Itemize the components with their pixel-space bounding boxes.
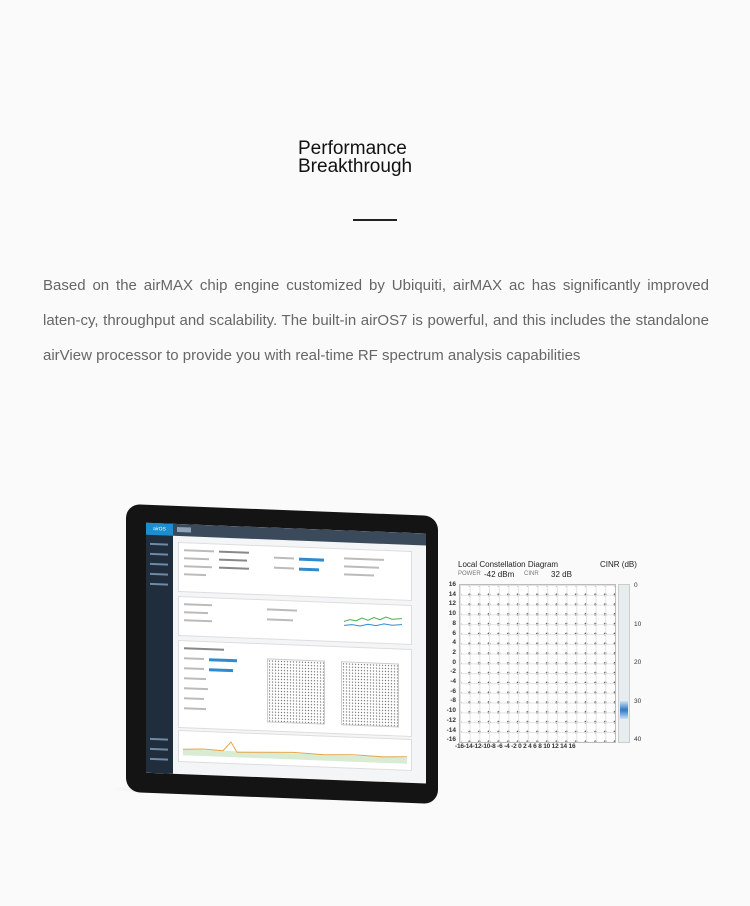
sidebar-nav-line bbox=[150, 543, 168, 546]
power-label: POWER bbox=[458, 571, 481, 577]
y-tick-label: 12 bbox=[448, 600, 456, 608]
constellation-title: Local Constellation Diagram bbox=[458, 560, 559, 569]
scale-tick-label: 20 bbox=[634, 659, 642, 666]
scale-tick-label: 40 bbox=[634, 736, 642, 743]
mini-constellation-left bbox=[267, 658, 325, 724]
constellation-diagram bbox=[448, 556, 648, 756]
section-title bbox=[298, 140, 412, 176]
y-tick-label: 16 bbox=[448, 581, 456, 588]
y-tick-label: 0 bbox=[452, 658, 456, 666]
y-tick-label: 2 bbox=[452, 648, 456, 656]
airos-logo: airOS bbox=[146, 523, 173, 536]
mini-constellation-right bbox=[341, 661, 399, 727]
tablet-device bbox=[126, 504, 438, 804]
y-tick-label: -8 bbox=[450, 697, 456, 705]
scale-tick-label: 0 bbox=[634, 582, 638, 589]
throughput-graph bbox=[344, 609, 402, 633]
product-illustration bbox=[110, 500, 650, 800]
cinr-scale-label: CINR (dB) bbox=[600, 560, 637, 569]
title-line-1: Performance bbox=[298, 138, 407, 159]
description-paragraph: Based on the airMAX chip engine customized by Ubiquiti, airMAX ac has significantly improved laten-cy, throughput and scalability. The built-in airOS7 is powerful, and this includes the standalone airView processor to provide you with real-time RF spectrum analysis capabilities bbox=[43, 277, 709, 364]
title-divider bbox=[353, 219, 397, 221]
y-tick-label: 4 bbox=[452, 639, 456, 647]
sidebar-nav-line bbox=[150, 758, 168, 761]
tablet-screen bbox=[146, 523, 426, 784]
spectrum-card bbox=[178, 730, 412, 771]
y-tick-label: -6 bbox=[450, 687, 456, 695]
y-tick-label: 8 bbox=[452, 619, 456, 627]
power-value: -42 dBm bbox=[484, 570, 515, 579]
y-tick-label: -4 bbox=[450, 678, 456, 685]
title-line-2: Breakthrough bbox=[298, 156, 413, 177]
y-tick-label: 10 bbox=[448, 610, 456, 618]
airos-sidebar bbox=[146, 523, 173, 774]
y-tick-label: -14 bbox=[446, 726, 456, 734]
y-tick-label: -10 bbox=[446, 707, 456, 715]
scale-tick-label: 30 bbox=[634, 697, 642, 705]
cinr-value: 32 dB bbox=[551, 570, 572, 579]
device-info-card bbox=[178, 542, 412, 601]
sidebar-nav-line bbox=[150, 748, 168, 751]
scale-tick-label: 10 bbox=[634, 620, 642, 628]
cinr-label: CINR bbox=[524, 571, 539, 577]
y-tick-label: -16 bbox=[446, 736, 456, 744]
spectrum-graph bbox=[183, 737, 407, 766]
sidebar-nav-line bbox=[150, 583, 168, 586]
constellation-panel bbox=[178, 640, 412, 737]
sidebar-nav-line bbox=[150, 553, 168, 556]
sidebar-nav-line bbox=[150, 738, 168, 741]
y-tick-label: 14 bbox=[448, 590, 456, 598]
sidebar-nav-line bbox=[150, 573, 168, 576]
wireless-card bbox=[178, 596, 412, 645]
constellation-plot bbox=[459, 584, 616, 743]
cinr-color-scale bbox=[618, 584, 630, 743]
y-tick-label: -2 bbox=[450, 668, 456, 676]
y-tick-label: 6 bbox=[452, 629, 456, 637]
y-tick-label: -12 bbox=[446, 716, 456, 724]
sidebar-nav-line bbox=[150, 563, 168, 566]
x-axis-ticks: -16-14-12-10-8 -6 -4 -2 0 2 4 6 8 10 12 14 16 bbox=[455, 743, 576, 750]
